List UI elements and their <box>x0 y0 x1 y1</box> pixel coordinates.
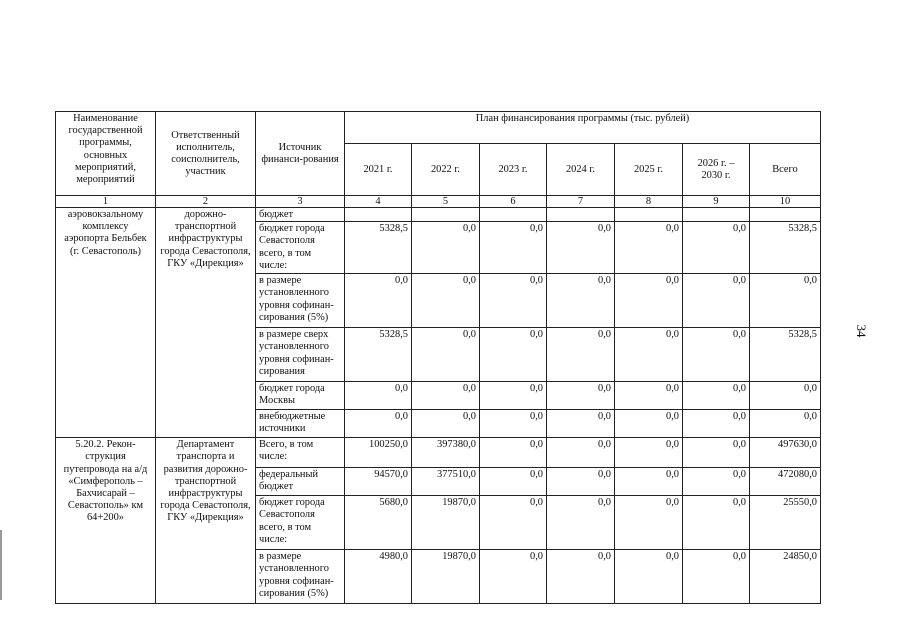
value-cell: 0,0 <box>480 274 547 328</box>
program-name-cell: аэровокзальному комплексу аэропорта Бельбек (г. Севастополь) <box>56 208 156 438</box>
value-cell: 0,0 <box>615 550 683 604</box>
value-cell: 0,0 <box>412 274 480 328</box>
header-year-2023: 2023 г. <box>480 144 547 196</box>
value-cell <box>547 208 615 222</box>
value-cell: 0,0 <box>480 496 547 550</box>
column-number: 7 <box>547 196 615 208</box>
value-cell: 0,0 <box>412 328 480 382</box>
value-cell: 497630,0 <box>750 438 821 468</box>
value-cell: 0,0 <box>480 550 547 604</box>
value-cell: 0,0 <box>547 410 615 438</box>
executor-cell: дорожно-транспортной инфраструктуры города Севастополя, ГКУ «Дирекция» <box>156 208 256 438</box>
value-cell: 0,0 <box>683 468 750 496</box>
value-cell: 5680,0 <box>345 496 412 550</box>
value-cell: 0,0 <box>615 496 683 550</box>
value-cell: 0,0 <box>412 222 480 274</box>
header-year-2025: 2025 г. <box>615 144 683 196</box>
column-number: 1 <box>56 196 156 208</box>
header-plan: План финансирования программы (тыс. рублей) <box>345 112 821 144</box>
value-cell: 0,0 <box>615 222 683 274</box>
value-cell <box>750 208 821 222</box>
source-cell: бюджет города Москвы <box>256 382 345 410</box>
source-cell: внебюджетные источники <box>256 410 345 438</box>
value-cell: 472080,0 <box>750 468 821 496</box>
column-number: 9 <box>683 196 750 208</box>
value-cell: 0,0 <box>547 274 615 328</box>
value-cell: 0,0 <box>683 274 750 328</box>
value-cell: 0,0 <box>345 382 412 410</box>
value-cell: 100250,0 <box>345 438 412 468</box>
page-number: 34 <box>854 324 869 338</box>
value-cell: 0,0 <box>480 410 547 438</box>
column-number: 6 <box>480 196 547 208</box>
value-cell: 0,0 <box>547 496 615 550</box>
column-number: 8 <box>615 196 683 208</box>
source-cell: в размере установленного уровня софинан-сирования (5%) <box>256 274 345 328</box>
value-cell: 0,0 <box>615 328 683 382</box>
table-row <box>56 438 821 468</box>
header-name: Наименование государственной программы, основных мероприятий, мероприятий <box>56 112 156 196</box>
header-year-2022: 2022 г. <box>412 144 480 196</box>
value-cell: 5328,5 <box>750 328 821 382</box>
table-row <box>56 208 821 222</box>
value-cell: 0,0 <box>480 438 547 468</box>
source-cell: бюджет <box>256 208 345 222</box>
value-cell: 0,0 <box>345 274 412 328</box>
value-cell: 0,0 <box>683 382 750 410</box>
value-cell <box>480 208 547 222</box>
value-cell: 0,0 <box>345 410 412 438</box>
value-cell: 0,0 <box>547 550 615 604</box>
scan-mark <box>0 530 2 600</box>
header-total: Всего <box>750 144 821 196</box>
value-cell: 19870,0 <box>412 496 480 550</box>
value-cell: 0,0 <box>615 468 683 496</box>
value-cell: 4980,0 <box>345 550 412 604</box>
value-cell: 0,0 <box>615 410 683 438</box>
executor-cell: Департамент транспорта и развития дорожно-транспортной инфраструктуры города Севастополя, ГКУ «Дирекция» <box>156 438 256 604</box>
value-cell: 0,0 <box>547 382 615 410</box>
value-cell: 0,0 <box>480 328 547 382</box>
source-cell: бюджет города Севастополя всего, в том числе: <box>256 496 345 550</box>
column-number: 10 <box>750 196 821 208</box>
source-cell: бюджет города Севастополя всего, в том числе: <box>256 222 345 274</box>
header-source: Источник финанси-рования <box>256 112 345 196</box>
source-cell: Всего, в том числе: <box>256 438 345 468</box>
value-cell: 0,0 <box>683 438 750 468</box>
value-cell: 94570,0 <box>345 468 412 496</box>
column-number: 5 <box>412 196 480 208</box>
value-cell: 0,0 <box>683 328 750 382</box>
column-number-row <box>56 196 821 208</box>
value-cell: 0,0 <box>683 550 750 604</box>
financing-table <box>55 111 821 604</box>
source-cell: в размере установленного уровня софинан-сирования (5%) <box>256 550 345 604</box>
program-name-cell: 5.20.2. Рекон-струкция путепровода на а/д «Симферополь – Бахчисарай – Севастополь» км 64+200» <box>56 438 156 604</box>
value-cell: 5328,5 <box>345 222 412 274</box>
header-executor: Ответственный исполнитель, соисполнитель, участник <box>156 112 256 196</box>
value-cell: 5328,5 <box>750 222 821 274</box>
value-cell: 25550,0 <box>750 496 821 550</box>
value-cell: 0,0 <box>480 468 547 496</box>
value-cell: 0,0 <box>547 222 615 274</box>
value-cell: 0,0 <box>615 382 683 410</box>
header-year-2021: 2021 г. <box>345 144 412 196</box>
value-cell: 0,0 <box>412 410 480 438</box>
value-cell: 0,0 <box>750 410 821 438</box>
value-cell: 24850,0 <box>750 550 821 604</box>
value-cell: 0,0 <box>683 410 750 438</box>
value-cell: 0,0 <box>547 468 615 496</box>
value-cell: 0,0 <box>547 438 615 468</box>
value-cell: 0,0 <box>683 222 750 274</box>
value-cell: 0,0 <box>615 274 683 328</box>
value-cell: 0,0 <box>683 496 750 550</box>
value-cell: 397380,0 <box>412 438 480 468</box>
value-cell: 0,0 <box>480 382 547 410</box>
column-number: 3 <box>256 196 345 208</box>
value-cell: 19870,0 <box>412 550 480 604</box>
value-cell <box>683 208 750 222</box>
value-cell <box>412 208 480 222</box>
column-number: 2 <box>156 196 256 208</box>
value-cell: 0,0 <box>750 382 821 410</box>
value-cell: 0,0 <box>412 382 480 410</box>
value-cell <box>615 208 683 222</box>
value-cell: 0,0 <box>615 438 683 468</box>
value-cell: 377510,0 <box>412 468 480 496</box>
value-cell: 0,0 <box>547 328 615 382</box>
value-cell: 0,0 <box>750 274 821 328</box>
column-number: 4 <box>345 196 412 208</box>
source-cell: в размере сверх установленного уровня софинан-сирования <box>256 328 345 382</box>
value-cell: 5328,5 <box>345 328 412 382</box>
header-year-2026-2030: 2026 г. – 2030 г. <box>683 144 750 196</box>
value-cell: 0,0 <box>480 222 547 274</box>
header-year-2024: 2024 г. <box>547 144 615 196</box>
value-cell <box>345 208 412 222</box>
source-cell: федеральный бюджет <box>256 468 345 496</box>
